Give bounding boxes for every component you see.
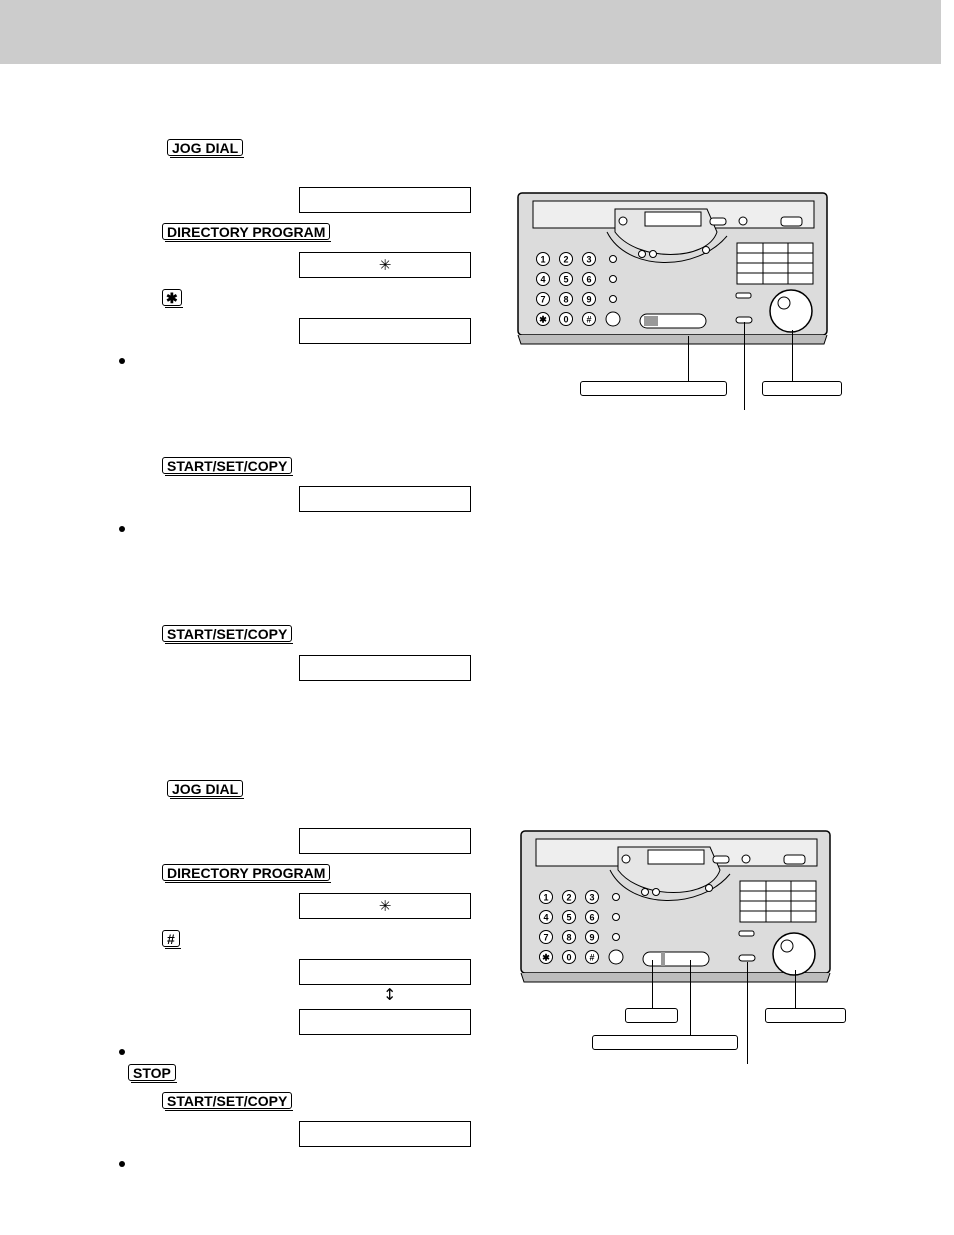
- lcd-display: [299, 486, 471, 512]
- keypad-label: 7: [540, 294, 546, 305]
- directory-program-key: DIRECTORY PROGRAM: [162, 864, 330, 881]
- fax-panel-illustration: [517, 192, 829, 347]
- callout-line: [747, 962, 748, 1064]
- stop-key: STOP: [128, 1064, 176, 1081]
- keypad-label: #: [586, 314, 592, 325]
- side-button: [610, 256, 617, 263]
- lcd-display: [299, 318, 471, 344]
- lcd-display: ✳: [299, 893, 471, 919]
- callout-line: [744, 322, 745, 410]
- bullet: [119, 1049, 125, 1055]
- side-button: [610, 276, 617, 283]
- directory-program-key: DIRECTORY PROGRAM: [162, 223, 330, 240]
- lcd-display: ✳: [299, 252, 471, 278]
- jog-dial-key: JOG DIAL: [167, 780, 243, 797]
- hash-key: #: [162, 930, 180, 947]
- lcd-display: [299, 959, 471, 985]
- keypad-label: 3: [586, 254, 592, 265]
- keypad-label: 1: [543, 892, 549, 903]
- round-button: [606, 312, 620, 326]
- callout-box: [765, 1008, 846, 1023]
- round-button: [609, 950, 623, 964]
- keypad-label: ✱: [542, 952, 550, 963]
- keypad-label: #: [589, 952, 595, 963]
- callout-line: [652, 960, 653, 1008]
- keypad-label: 6: [589, 912, 595, 923]
- keypad-label: 6: [586, 274, 592, 285]
- callout-line: [795, 970, 796, 1008]
- lcd-display: [299, 187, 471, 213]
- keypad-label: 2: [563, 254, 569, 265]
- callout-line: [792, 330, 793, 381]
- side-button: [610, 296, 617, 303]
- callout-line: [688, 336, 689, 381]
- keypad-label: 4: [543, 912, 549, 923]
- keypad-label: 9: [586, 294, 592, 305]
- keypad-label: 5: [563, 274, 569, 285]
- side-button: [613, 914, 620, 921]
- lcd-display: [299, 1121, 471, 1147]
- start-set-copy-key: START/SET/COPY: [162, 1092, 292, 1109]
- side-button: [613, 894, 620, 901]
- start-set-copy-key: START/SET/COPY: [162, 457, 292, 474]
- bullet: [119, 1161, 125, 1167]
- keypad-label: 3: [589, 892, 595, 903]
- callout-line: [690, 960, 691, 1035]
- keypad-label: 8: [563, 294, 569, 305]
- keypad-label: 7: [543, 932, 549, 943]
- toggle-arrow-icon: ↕: [383, 985, 397, 1004]
- bullet: [119, 526, 125, 532]
- callout-box: [592, 1035, 738, 1050]
- keypad-label: 8: [566, 932, 572, 943]
- keypad-label: 0: [566, 952, 572, 963]
- callout-box: [625, 1008, 678, 1023]
- lcd-display: [299, 1009, 471, 1035]
- keypad-label: 2: [566, 892, 572, 903]
- header-bar: [0, 0, 941, 64]
- star-key: ✱: [162, 289, 182, 306]
- keypad-label: 9: [589, 932, 595, 943]
- keypad-label: 4: [540, 274, 546, 285]
- keypad-label: ✱: [539, 314, 547, 325]
- callout-box: [762, 381, 842, 396]
- keypad-label: 1: [540, 254, 546, 265]
- bullet: [119, 358, 125, 364]
- lcd-display: [299, 655, 471, 681]
- start-set-copy-key: START/SET/COPY: [162, 625, 292, 642]
- jog-dial-key: JOG DIAL: [167, 139, 243, 156]
- lcd-display: [299, 828, 471, 854]
- keypad-label: 0: [563, 314, 569, 325]
- side-button: [613, 934, 620, 941]
- callout-box: [580, 381, 727, 396]
- keypad-label: 5: [566, 912, 572, 923]
- fax-panel-illustration: [520, 830, 832, 985]
